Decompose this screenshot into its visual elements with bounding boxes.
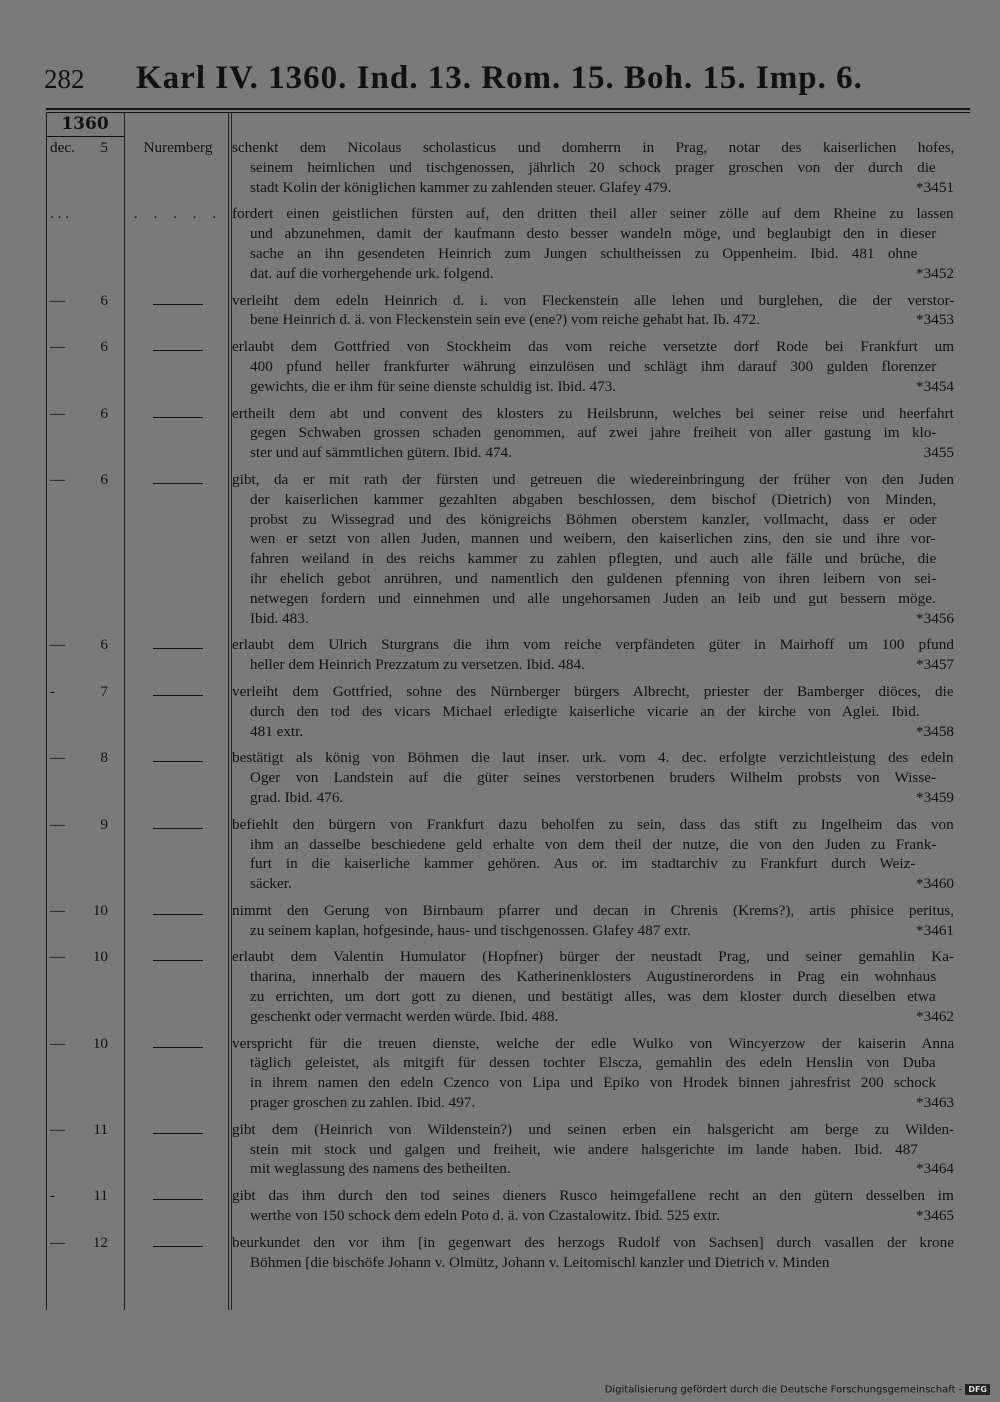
regest-entry — [0, 635, 1000, 675]
entry-text — [232, 1120, 954, 1179]
entry-day: 10 — [92, 1034, 108, 1052]
entry-line: ihm an dasselbe beschiedene geld erhalte von dem theil der nutze, die von den Juden zu Frank- — [250, 835, 937, 853]
entry-number: *3452 — [916, 264, 954, 282]
page-title: Karl IV. 1360. Ind. 13. Rom. 15. Boh. 15. Imp. 6. — [136, 60, 863, 96]
entry-line: zu errichten, um dort gott zu dienen, und bestätigt alles, was dem kloster durch dieselben etwa — [250, 988, 936, 1006]
entry-day: 11 — [93, 1120, 108, 1138]
entry-line: zu seinem kaplan, hofgesinde, haus- und tischgenossen. Glafey 487 extr. — [250, 921, 691, 939]
regest-entry — [0, 901, 1000, 941]
entry-text — [232, 204, 954, 283]
ditto-dash — [153, 417, 203, 418]
regest-entry — [0, 1120, 1000, 1179]
dfg-logo: DFG — [965, 1384, 990, 1395]
entry-date — [0, 470, 126, 628]
entry-line: mit weglassung des namens des betheilten. — [250, 1160, 511, 1178]
entry-line: gibt das ihm durch den tod seines dieners Rusco heimgefallene recht an den gütern desselben im — [232, 1187, 954, 1205]
entry-month: . . . — [50, 205, 69, 223]
regest-list — [0, 138, 1000, 1279]
ditto-dash — [153, 304, 203, 305]
entry-place — [126, 815, 230, 894]
entry-line: Böhmen [die bischöfe Johann v. Olmütz, Johann v. Leitomischl kanzler und Dietrich v. Minden — [250, 1253, 830, 1271]
entry-date — [0, 635, 126, 675]
entry-place — [126, 404, 230, 463]
entry-date — [0, 748, 126, 807]
entry-month: — — [50, 470, 66, 488]
entry-text — [232, 1034, 954, 1113]
entry-line: tharina, innerhalb der mauern des Katherinenklosters Augustinerordens in Prag ein wohnhaus — [250, 968, 937, 986]
regest-entry — [0, 291, 1000, 331]
footer-text: Digitalisierung gefördert durch die Deutsche Forschungsgemeinschaft - — [604, 1384, 963, 1396]
entry-month: — — [50, 1120, 66, 1138]
entry-day: 7 — [100, 682, 108, 700]
entry-number: *3461 — [916, 921, 954, 939]
entry-date — [0, 138, 126, 197]
entry-text — [232, 815, 954, 894]
regest-entry — [0, 1186, 1000, 1226]
entry-month: — — [50, 1034, 66, 1052]
entry-line: Ibid. 483. — [250, 609, 309, 627]
entry-number: *3465 — [916, 1207, 954, 1225]
entry-place — [126, 1233, 230, 1273]
entry-line: gibt, da er mit rath der fürsten und getreuen die wiedereinbringung der früher von den Juden — [232, 470, 954, 488]
entry-month: — — [50, 636, 66, 654]
entry-line: probst zu Wissegrad und des königreichs Böhmen oberstem kanzler, vollmacht, dass er oder — [250, 510, 937, 528]
entry-month: — — [50, 404, 66, 422]
footer-credit — [605, 1384, 990, 1396]
entry-line: gegen Schwaben grossen schaden genommen, auf zwei jahre freiheit von aller gastung im klo- — [250, 424, 937, 442]
entry-line: erlaubt dem Gottfried von Stockheim das vom reiche versetzte dorf Rode bei Frankfurt um — [232, 338, 955, 356]
entry-date — [0, 291, 126, 331]
entry-line: werthe von 150 schock dem edeln Poto d. ä. von Czastalowitz. Ibid. 525 extr. — [250, 1207, 720, 1225]
entry-place — [126, 635, 230, 675]
entry-line: gibt dem (Heinrich von Wildenstein?) und seinen erben ein halsgericht am berge zu Wilden- — [232, 1120, 955, 1138]
entry-text — [232, 901, 954, 941]
entry-month: — — [50, 749, 66, 767]
entry-day: 6 — [100, 636, 108, 654]
entry-text — [232, 947, 954, 1026]
entry-line: Oger von Landstein auf die güter seines verstorbenen bruders Wilhelm probsts von Wisse- — [250, 769, 937, 787]
entry-line: säcker. — [250, 875, 292, 893]
entry-text — [232, 470, 954, 628]
entry-number: *3463 — [916, 1094, 954, 1112]
entry-place — [126, 901, 230, 941]
entry-date — [0, 1120, 126, 1179]
entry-date — [0, 1186, 126, 1226]
entry-text — [232, 138, 954, 197]
entry-line: stadt Kolin der königlichen kammer zu zahlenden steuer. Glafey 479. — [250, 178, 672, 196]
entry-line: 400 pfund heller frankfurter währung einzulösen und schlägt ihm darauf 300 gulden florenzer — [250, 357, 937, 375]
entry-month: — — [50, 948, 66, 966]
regest-entry — [0, 470, 1000, 628]
entry-date — [0, 1233, 126, 1273]
entry-line: bestätigt als könig von Böhmen die laut inser. urk. vom 4. dec. erfolgte verzichtleistung des edeln — [232, 749, 954, 767]
entry-number: *3453 — [916, 311, 954, 329]
entry-month: — — [50, 338, 66, 356]
ditto-dash — [153, 350, 203, 351]
entry-line: furt in die kaiserliche kammer gehören. Aus or. im stadtarchiv zu Frankfurt durch Weiz- — [250, 855, 916, 873]
entry-place-name: . . . . . — [133, 205, 223, 223]
entry-line: und abzunehmen, damit der kaufmann desto besser wandeln möge, und beglaubigt den in dieser — [250, 225, 937, 243]
entry-month: — — [50, 1233, 66, 1251]
ditto-dash — [153, 1199, 203, 1200]
entry-line: 481 extr. — [250, 722, 304, 740]
entry-line: schenkt dem Nicolaus scholasticus und domherrn in Prag, notar des kaiserlichen hofes, — [232, 139, 955, 156]
entry-day: 6 — [100, 338, 108, 356]
entry-place — [126, 1034, 230, 1113]
entry-text — [232, 404, 954, 463]
entry-line: sache an ihn gesendeten Heinrich zum Jungen schultheissen zu Oppenheim. Ibid. 481 ohne — [250, 244, 918, 262]
entry-number: *3451 — [916, 178, 954, 196]
entry-line: ihr ehelich gebot anrühren, und namentlich den guldenen pfenning von ihren leibern von sei- — [250, 569, 937, 587]
entry-day: 5 — [100, 139, 108, 156]
entry-line: heller dem Heinrich Prezzatum zu versetzen. Ibid. 484. — [250, 656, 585, 674]
entry-number: *3457 — [916, 656, 954, 674]
entry-number: *3462 — [916, 1007, 954, 1025]
entry-text — [232, 635, 954, 675]
ditto-dash — [153, 695, 203, 696]
entry-line: durch den tod des vicars Michael erledigte kaiserliche vicarie an der kirche von Aglei. Ibid. — [250, 702, 920, 720]
regest-entry — [0, 815, 1000, 894]
entry-line: nimmt den Gerung von Birnbaum pfarrer und decan in Chrenis (Krems?), artis phisice peritus, — [232, 901, 955, 919]
ditto-dash — [153, 828, 203, 829]
entry-number: *3464 — [916, 1160, 954, 1178]
entry-month: - — [50, 1187, 56, 1205]
entry-place — [126, 138, 230, 197]
entry-place — [126, 291, 230, 331]
entry-date — [0, 204, 126, 283]
ditto-dash — [153, 1246, 203, 1247]
entry-line: geschenkt oder vermacht werden würde. Ibid. 488. — [250, 1007, 559, 1025]
entry-day: 10 — [92, 948, 108, 966]
entry-line: ertheilt dem abt und convent des klosters zu Heilsbrunn, welches bei seiner reise und heerfahrt — [232, 404, 954, 422]
entry-line: dat. auf die vorhergehende urk. folgend. — [250, 264, 494, 282]
entry-day: 6 — [100, 404, 108, 422]
entry-day: 11 — [93, 1187, 108, 1205]
entry-day: 9 — [100, 815, 108, 833]
entry-day: 10 — [92, 901, 108, 919]
regest-entry — [0, 748, 1000, 807]
entry-line: bene Heinrich d. ä. von Fleckenstein sein eve (ene?) vom reiche gehabt hat. Ib. 472. — [250, 311, 760, 329]
regest-entry — [0, 337, 1000, 396]
entry-month: dec. — [50, 139, 75, 156]
entry-number: 3455 — [923, 444, 954, 462]
entry-line: prager groschen zu zahlen. Ibid. 497. — [250, 1094, 476, 1112]
regest-entry — [0, 138, 1000, 197]
entry-place — [126, 204, 230, 283]
entry-line: der kaiserlichen kammer gezahlten abgaben beschlossen, dem bischof (Dietrich) von Minden, — [250, 490, 937, 508]
entry-line: verleiht dem Gottfried, sohne des Nürnberger bürgers Albrecht, priester der Bamberger diöces, die — [232, 682, 954, 700]
entry-line: seinem heimlichen und tischgenossen, jährlich 20 schock prager groschen von der durch die — [250, 158, 936, 176]
entry-line: gewichts, die er ihm für seine dienste schuldig ist. Ibid. 473. — [250, 377, 617, 395]
entry-place — [126, 682, 230, 741]
entry-date — [0, 337, 126, 396]
entry-date — [0, 682, 126, 741]
page-number: 282 — [44, 64, 85, 94]
entry-line: grad. Ibid. 476. — [250, 788, 344, 806]
entry-line: täglich geleistet, als mitgift für dessen tochter Elscza, gemahlin des edeln Henslin von Duba — [250, 1054, 936, 1072]
regest-entry — [0, 947, 1000, 1026]
header-rule-thin — [46, 112, 970, 113]
entry-month: — — [50, 291, 66, 309]
entry-date — [0, 901, 126, 941]
entry-date — [0, 404, 126, 463]
entry-date — [0, 947, 126, 1026]
ditto-dash — [153, 1047, 203, 1048]
regest-entry — [0, 1233, 1000, 1273]
entry-line: fordert einen geistlichen fürsten auf, den dritten theil aller seiner zölle auf dem Rheine zu lassen — [232, 205, 954, 223]
entry-number: *3460 — [916, 875, 954, 893]
ditto-dash — [153, 1133, 203, 1134]
year-heading: 1360 — [46, 114, 124, 137]
entry-text — [232, 291, 954, 331]
ditto-dash — [153, 483, 203, 484]
header-rule — [46, 108, 970, 110]
entry-line: fahren weiland in des reichs kammer zu zahlen pflegten, und auch alle fälle und brüche, die — [250, 550, 937, 568]
regest-entry — [0, 1034, 1000, 1113]
entry-day: 12 — [92, 1233, 108, 1251]
entry-month: — — [50, 815, 66, 833]
entry-line: beurkundet den vor ihm [in gegenwart des herzogs Rudolf von Sachsen] durch vasallen der krone — [232, 1233, 954, 1251]
entry-day: 8 — [100, 749, 108, 767]
entry-line: erlaubt dem Ulrich Sturgrans die ihm vom reiche verpfändeten güter in Mairhoff um 100 pfund — [232, 636, 954, 654]
entry-line: netwegen fordern und einnehmen und alle ungehorsamen Juden an leib und gut bessern möge. — [250, 589, 936, 607]
entry-line: erlaubt dem Valentin Humulator (Hopfner) bürger der neustadt Prag, und seiner gemahlin Ka- — [232, 948, 955, 966]
ditto-dash — [153, 960, 203, 961]
entry-line: verleiht dem edeln Heinrich d. i. von Fleckenstein alle lehen und burglehen, die der verstor- — [232, 291, 955, 309]
ditto-dash — [153, 761, 203, 762]
entry-text — [232, 1233, 954, 1273]
regest-entry — [0, 404, 1000, 463]
entry-number: *3456 — [916, 609, 954, 627]
entry-place — [126, 1186, 230, 1226]
entry-month: - — [50, 682, 56, 700]
entry-day: 6 — [100, 470, 108, 488]
entry-place — [126, 337, 230, 396]
entry-line: ster und auf sämmtlichen gütern. Ibid. 474. — [250, 444, 512, 462]
entry-number: *3458 — [916, 722, 954, 740]
entry-month: — — [50, 901, 66, 919]
entry-day: 6 — [100, 291, 108, 309]
entry-number: *3454 — [916, 377, 954, 395]
entry-place-name: Nuremberg — [143, 139, 213, 156]
entry-place — [126, 947, 230, 1026]
entry-text — [232, 1186, 954, 1226]
ditto-dash — [153, 648, 203, 649]
ditto-dash — [153, 914, 203, 915]
entry-date — [0, 1034, 126, 1113]
entry-number: *3459 — [916, 788, 954, 806]
regest-entry — [0, 682, 1000, 741]
regest-entry — [0, 204, 1000, 283]
page-header — [40, 58, 970, 104]
entry-place — [126, 470, 230, 628]
entry-text — [232, 748, 954, 807]
entry-text — [232, 682, 954, 741]
entry-line: verspricht für die treuen dienste, welche der edle Wulko von Wincyerzow der kaiserin Anna — [232, 1034, 955, 1052]
entry-line: wen er setzt von allen Juden, mannen und weibern, den kaiserlichen zins, den sie und ihre vor- — [250, 530, 936, 548]
entry-date — [0, 815, 126, 894]
entry-line: stein mit stock und galgen und freiheit, wie andere halsgerichte im lande haben. Ibid. 487 — [250, 1140, 918, 1158]
entry-text — [232, 337, 954, 396]
entry-line: befiehlt den bürgern von Frankfurt dazu beholfen zu sein, dass das stift zu Ingelheim das von — [232, 815, 954, 833]
entry-line: in ihrem namen den edeln Czenco von Lipa und Epiko von Hrodek binnen jahresfrist 200 schock — [250, 1074, 937, 1092]
entry-place — [126, 748, 230, 807]
entry-place — [126, 1120, 230, 1179]
